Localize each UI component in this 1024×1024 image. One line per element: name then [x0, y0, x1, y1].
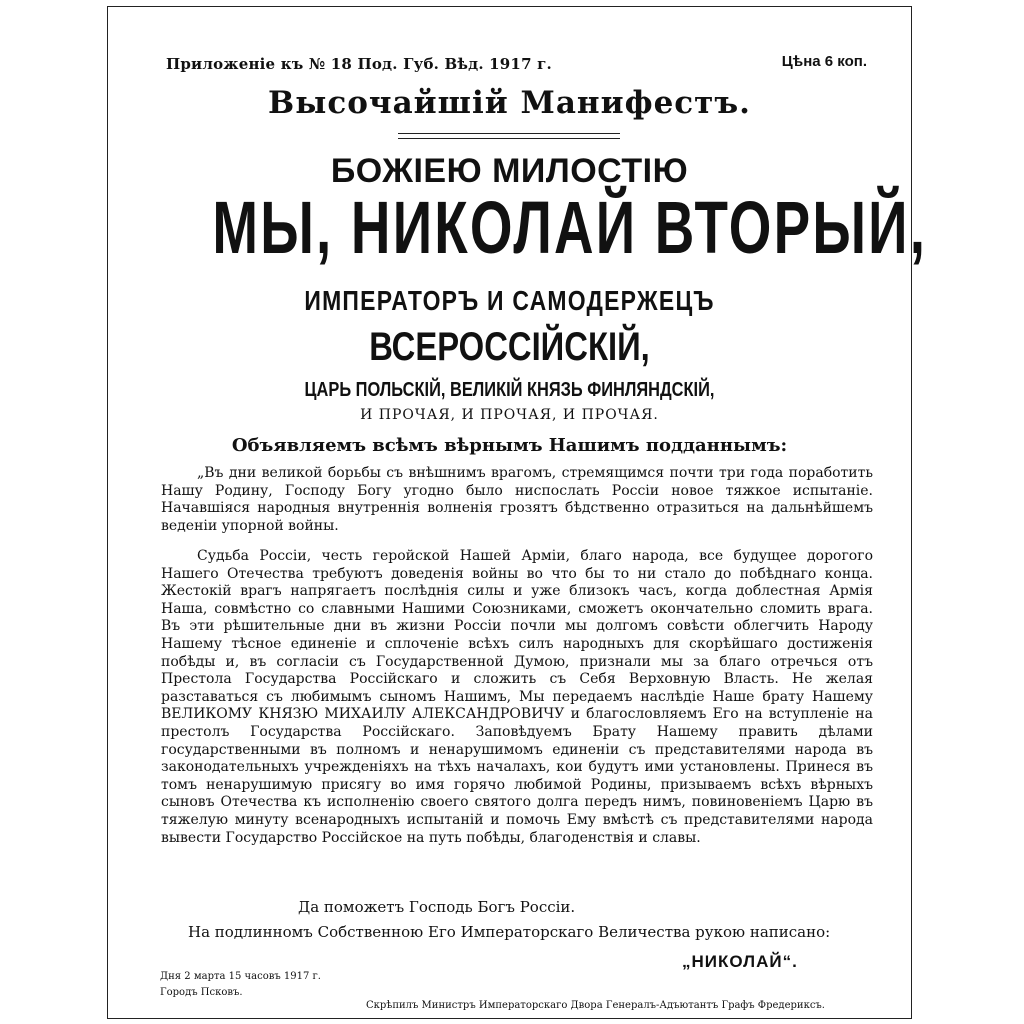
date-place: Дня 2 марта 15 часовъ 1917 г. Городъ Псковъ. — [160, 971, 321, 998]
paragraph-1: „Въ дни великой борьбы съ внѣшнимъ врагомъ, стремящимся почти три года поработить Нашу Родину, Господу Богу угодно было ниспослать Россiи новое тяжкое испытанiе. Начавшiяся народныя внутреннiя волненiя грозятъ бѣдственно отразиться на дальнѣйшемъ веденiи упорной войны. — [161, 465, 873, 534]
tsar-title: ЦАРЬ ПОЛЬСКIЙ, ВЕЛИКIЙ КНЯЗЬ ФИНЛЯНДСКIЙ, — [304, 379, 715, 401]
manifesto-title: Высочайшiй Манифестъ. — [268, 85, 751, 121]
god-help-line: Да поможетъ Господь Богъ Россiи. — [298, 898, 576, 916]
announcement: Объявляемъ всѣмъ вѣрнымъ Нашимъ подданнымъ: — [231, 435, 788, 456]
sovereign-name: МЫ, НИКОЛАЙ ВТОРЫЙ, — [212, 186, 928, 269]
by-grace-line: БОЖIЕЮ МИЛОСТIЮ — [330, 152, 689, 190]
countersignature: Скрѣпилъ Министръ Императорскаго Двора Генералъ-Адъютантъ Графъ Фредериксъ. — [366, 1000, 825, 1011]
etc-line: И ПРОЧАЯ, И ПРОЧАЯ, И ПРОЧАЯ. — [360, 407, 659, 423]
all-russia-title: ВСЕРОССIЙСКIЙ, — [369, 325, 650, 369]
manifesto-sheet — [107, 6, 928, 1019]
ornamental-divider — [398, 133, 620, 139]
emperor-title: ИМПЕРАТОРЪ И САМОДЕРЖЕЦЪ — [304, 285, 715, 316]
signature: „НИКОЛАЙ“. — [682, 952, 798, 971]
supplement-note: Приложенiе къ № 18 Под. Губ. Вѣд. 1917 г. — [166, 55, 552, 73]
paragraph-2: Судьба Россiи, честь геройской Нашей Армiи, благо народа, все будущее дорогого Нашего Отечества требуютъ доведенiя войны во что бы то ни стало до побѣднаго конца. Жестокiй врагъ напрягаетъ послѣднiя силы и уже близокъ часъ, когда доблестная Армiя Наша, совмѣстно со славными Нашими Союзниками, сможетъ окончательно сломить врага. Въ эти рѣшительные дни въ жизни Россiи почли мы долгомъ совѣсти облегчить Народу Нашему тѣсное единенiе и сплоченiе всѣхъ силъ народныхъ для скорѣйшаго достиженiя побѣды и, въ согласiи съ Государственной Думою, признали мы за благо отречься отъ Престола Государства Россiйскаго и сложить съ Себя Верховную Власть. Не желая разставаться съ любимымъ сыномъ Нашимъ, Мы передаемъ наслѣдiе Наше брату Нашему ВЕЛИКОМУ КНЯЗЮ МИХАИЛУ АЛЕКСАНДРОВИЧУ и благословляемъ Его на вступленiе на престолъ Государства Россiйскаго. Заповѣдуемъ Брату Нашему править дѣлами государственными въ полномъ и ненарушимомъ единенiи съ представителями народа въ законодательныхъ учрежденiяхъ на тѣхъ началахъ, кои будутъ ими установлены. Принеся въ томъ ненарушимую присягу во имя горячо любимой Родины, призываемъ всѣхъ вѣрныхъ сыновъ Отечества къ исполненiю своего святого долга передъ нимъ, повиновенiемъ Царю въ тяжелую минуту всенародныхъ испытанiй и помочь Ему вмѣстѣ съ представителями народа вывести Государство Россiйское на путь побѣды, благоденствiя и славы. — [161, 548, 873, 846]
original-note: На подлинномъ Собственною Его Императорскаго Величества рукою написано: — [188, 923, 831, 941]
price-label: Цѣна 6 коп. — [781, 53, 867, 70]
